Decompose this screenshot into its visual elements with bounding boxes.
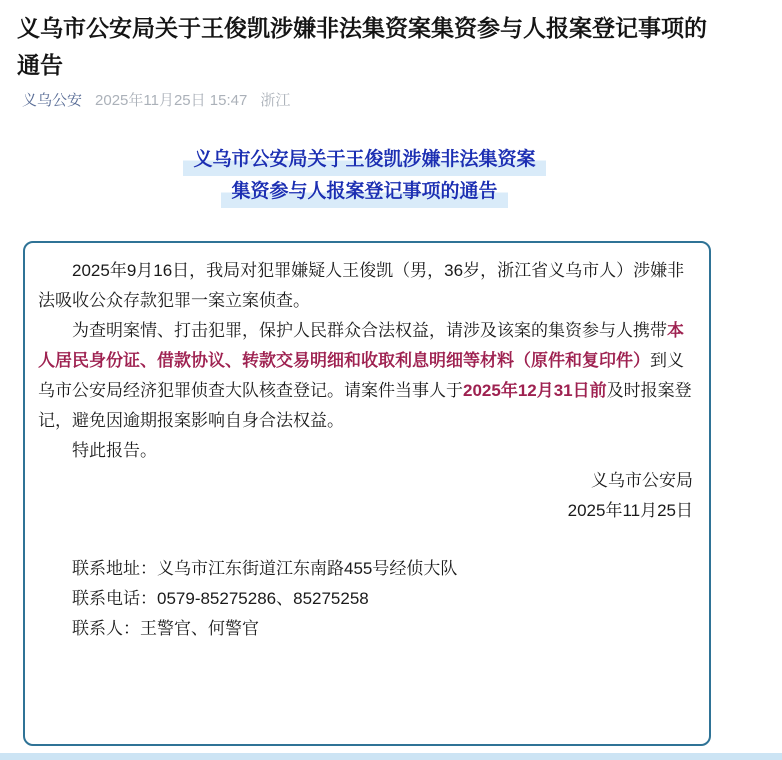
- publish-location: 浙江: [260, 92, 291, 109]
- account-link[interactable]: 义乌公安: [22, 92, 83, 109]
- closing-line: 特此报告。: [72, 441, 157, 460]
- publish-time: 2025年11月25日 15:47: [95, 92, 248, 109]
- contact-address: 联系地址：义乌市江东街道江东南路455号经侦大队: [72, 559, 458, 578]
- deadline-emphasis: 2025年12月31日前: [463, 381, 607, 400]
- notice-box: [23, 241, 711, 746]
- notice-paragraph-filing: 2025年9月16日，我局对犯罪嫌疑人王俊凯（男，36岁，浙江省义乌市人）涉嫌非法吸收公众存款犯罪一案立案侦查。: [38, 261, 685, 310]
- contact-block: [38, 554, 693, 644]
- notice-paragraph-materials: [38, 316, 693, 436]
- contact-phone: 联系电话：0579-85275286、85275258: [72, 589, 369, 608]
- signature-org: 义乌市公安局: [591, 471, 693, 490]
- next-section-strip: [0, 753, 782, 760]
- materials-run-location: 到义乌市公安局经济犯罪侦查大队核查登记。请案件当事人于: [38, 351, 684, 400]
- subtitle-line-1: 义乌市公安局关于王俊凯涉嫌非法集资案: [17, 144, 712, 176]
- materials-run-outro: 及时报案登记，避免因逾期报案影响自身合法权益。: [38, 381, 692, 430]
- notice-subtitle: [17, 144, 712, 208]
- contact-person: 联系人：王警官、何警官: [72, 619, 259, 638]
- materials-run-intro: 为查明案情、打击犯罪，保护人民群众合法权益，请涉及该案的集资参与人携带: [72, 321, 667, 340]
- materials-run-emphasis: 本人居民身份证、借款协议、转款交易明细和收取利息明细等材料（原件和复印件）: [38, 321, 684, 370]
- signature-date: 2025年11月25日: [567, 501, 693, 520]
- article-title: 义乌市公安局关于王俊凯涉嫌非法集资案集资参与人报案登记事项的通告: [17, 15, 707, 78]
- signature-block: [38, 466, 693, 526]
- byline: [22, 92, 782, 110]
- subtitle-line-2: 集资参与人报案登记事项的通告: [17, 176, 712, 208]
